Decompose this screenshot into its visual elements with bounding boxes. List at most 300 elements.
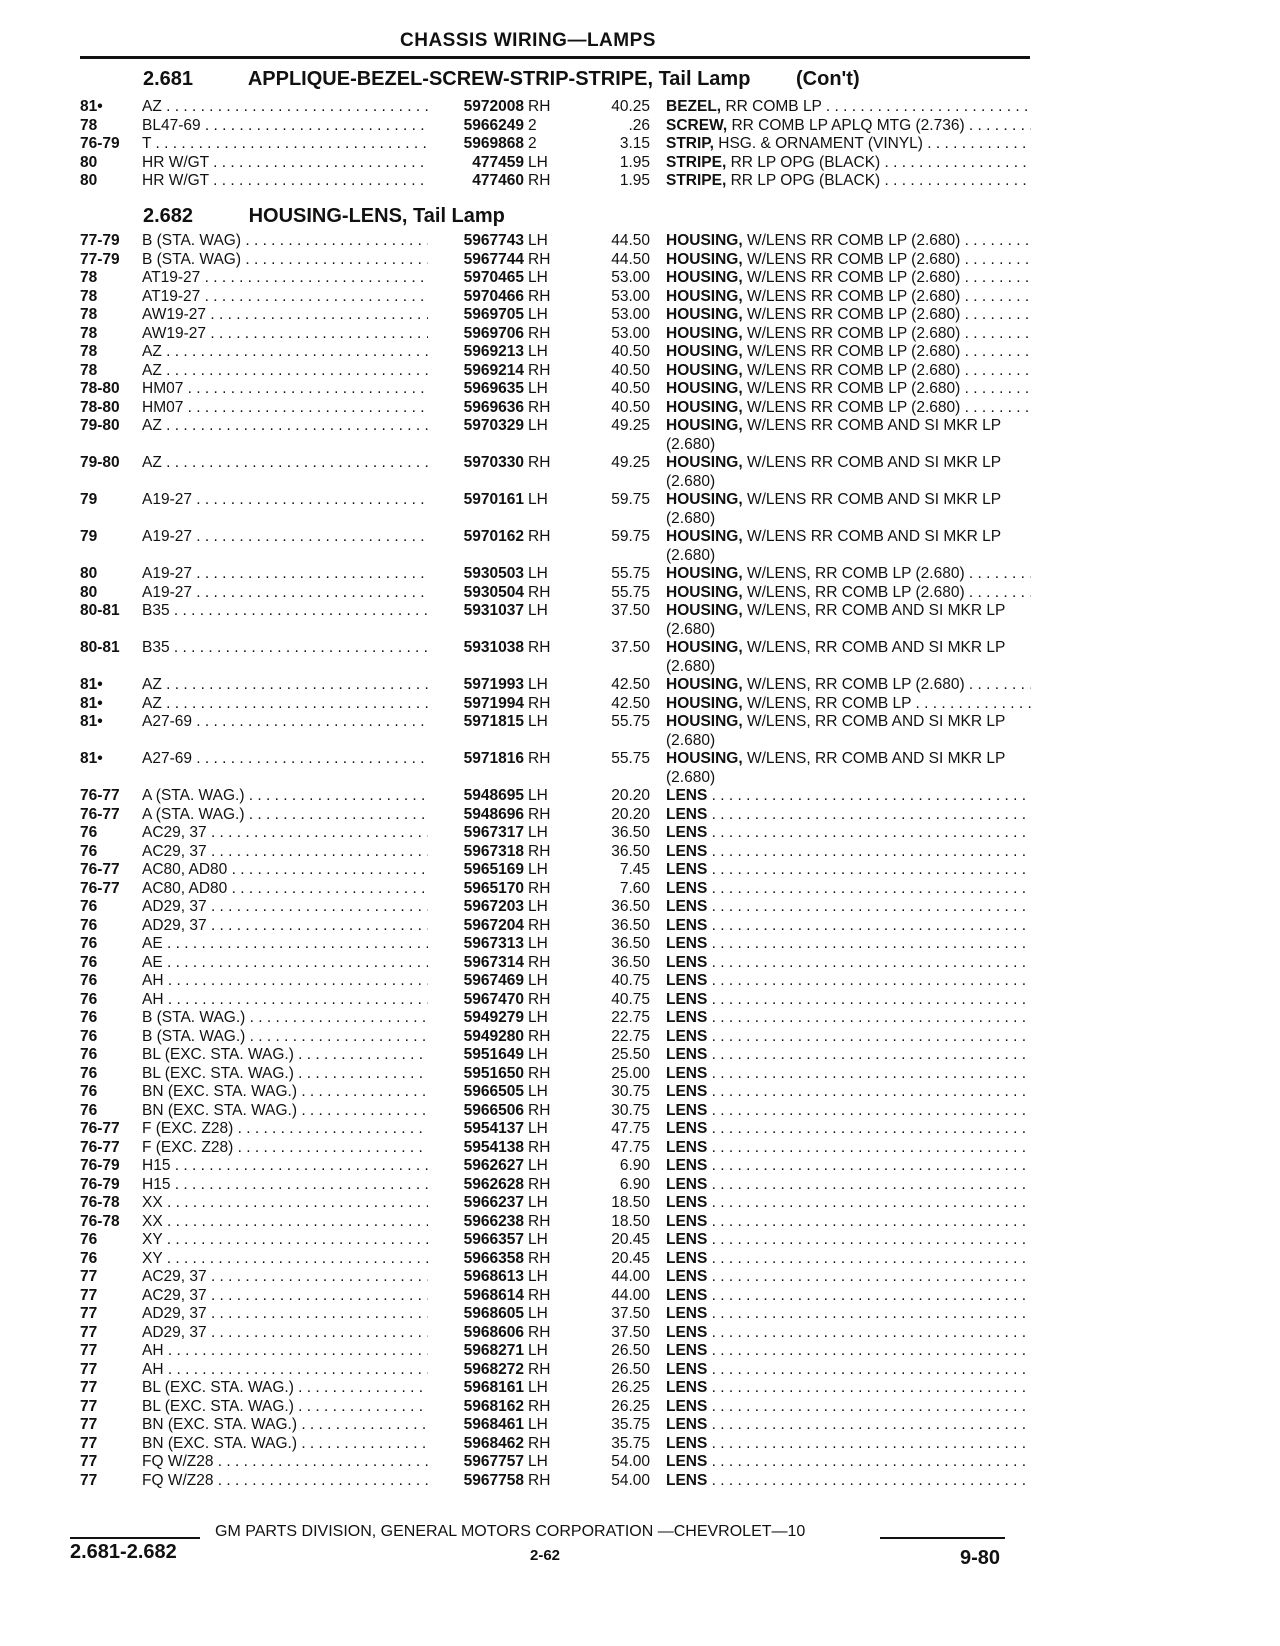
footer-section-range: 2.681-2.682	[70, 1541, 177, 1563]
parts-row	[80, 917, 1030, 936]
description-noun: LENS	[666, 972, 708, 989]
part-number-cell: 5967469	[428, 972, 524, 991]
model-cell: H15 . . .	[142, 1157, 457, 1176]
model-cell: AC29, 37 . . .	[142, 1287, 457, 1306]
model-cell: XX . . .	[142, 1194, 457, 1213]
model-cell: AW19-27 . . .	[142, 325, 457, 344]
side-cell: RH	[528, 1249, 551, 1267]
part-number-cell: 5966506	[428, 1102, 524, 1121]
parts-row	[80, 806, 1030, 825]
part-number-cell: 5968272	[428, 1361, 524, 1380]
description-noun: HOUSING,	[666, 565, 743, 582]
model-cell: AC29, 37 . . .	[142, 824, 457, 843]
side-cell: LH	[528, 1194, 548, 1211]
side-cell: LH	[528, 1083, 548, 1100]
price-cell: 35.75	[611, 1434, 650, 1452]
model-cell: AH . . .	[142, 991, 457, 1010]
price-cell: 40.75	[611, 990, 650, 1008]
price-cell: 36.50	[611, 842, 650, 860]
year-cell: 77	[80, 1323, 98, 1341]
description-noun: LENS	[666, 1249, 708, 1267]
model-cell: AC29, 37 . . .	[142, 1268, 457, 1287]
year-cell: 77	[80, 1434, 98, 1452]
year-cell: 76	[80, 972, 98, 989]
year-cell: 80	[80, 153, 98, 171]
section-subtitle: Tail Lamp	[658, 68, 751, 90]
part-number-cell: 5949279	[428, 1009, 524, 1028]
part-number-cell: 5962628	[428, 1176, 524, 1195]
model-cell: AH . . .	[142, 1361, 457, 1380]
description-noun: STRIPE,	[666, 153, 727, 171]
parts-row	[80, 972, 1030, 991]
description-cell	[666, 898, 1031, 917]
side-cell: LH	[528, 1305, 548, 1322]
side-cell: LH	[528, 232, 548, 249]
price-cell: 55.75	[611, 750, 650, 767]
description-noun: LENS	[666, 898, 708, 915]
year-cell: 78-80	[80, 380, 120, 397]
year-cell: 76	[80, 1231, 98, 1248]
price-cell: 25.50	[611, 1046, 650, 1063]
description-noun: LENS	[666, 935, 708, 952]
side-cell: RH	[528, 1138, 551, 1156]
model-cell: AT19-27 . . .	[142, 269, 457, 288]
parts-row	[80, 1398, 1030, 1417]
description-cell	[666, 380, 1031, 399]
price-cell: 18.50	[611, 1212, 650, 1230]
side-cell: RH	[528, 916, 551, 934]
price-cell: 20.45	[611, 1231, 650, 1248]
model-cell: FQ W/Z28 . . .	[142, 1472, 457, 1491]
description-noun: LENS	[666, 1231, 708, 1248]
side-cell: LH	[528, 1157, 548, 1174]
part-number-cell: 5970330	[428, 454, 524, 473]
parts-row	[80, 1231, 1030, 1250]
part-number-cell: 5966357	[428, 1231, 524, 1250]
section-number: 2.682	[143, 205, 194, 227]
parts-row	[80, 1361, 1030, 1380]
year-cell: 78	[80, 116, 98, 134]
side-cell: RH	[528, 1323, 551, 1341]
parts-row	[80, 991, 1030, 1010]
year-cell: 76	[80, 1027, 98, 1045]
section-title: APPLIQUE-BEZEL-SCREW-STRIP-STRIPE,	[247, 68, 653, 90]
description-noun: HOUSING,	[666, 639, 743, 656]
part-number-cell: 5951649	[428, 1046, 524, 1065]
year-cell: 76	[80, 935, 98, 952]
part-number-cell: 5968606	[428, 1324, 524, 1343]
price-cell: 1.95	[619, 172, 650, 189]
part-number-cell: 5969636	[428, 399, 524, 418]
part-number-cell: 5971816	[428, 750, 524, 769]
part-number-cell: 5966237	[428, 1194, 524, 1213]
section-heading-2681	[143, 68, 860, 91]
part-number-cell: 5967758	[428, 1472, 524, 1491]
model-cell: AZ . . .	[142, 362, 457, 381]
model-cell: XY . . .	[142, 1250, 457, 1269]
side-cell: LH	[528, 1231, 548, 1248]
year-cell: 76	[80, 953, 98, 971]
part-number-cell: 5930504	[428, 584, 524, 603]
year-cell: 76-79	[80, 135, 120, 152]
price-cell: 59.75	[611, 528, 650, 545]
footer-rule-right	[880, 1537, 1005, 1539]
side-cell: LH	[528, 1416, 548, 1433]
model-cell: AD29, 37 . . .	[142, 1305, 457, 1324]
part-number-cell: 5970162	[428, 528, 524, 547]
year-cell: 81•	[80, 713, 103, 730]
side-cell: LH	[528, 787, 548, 804]
description-cell	[666, 117, 1031, 136]
continued-label: (Con't)	[796, 68, 860, 90]
model-cell: AD29, 37 . . .	[142, 1324, 457, 1343]
description-text: W/LENS RR COMB AND SI MKR LP (2.680)	[666, 417, 1001, 453]
description-cell	[666, 584, 1031, 603]
description-cell	[666, 172, 1031, 191]
parts-row	[80, 1342, 1030, 1361]
parts-row	[80, 695, 1030, 714]
description-noun: LENS	[666, 1434, 708, 1452]
parts-row	[80, 1194, 1030, 1213]
part-number-cell: 5970465	[428, 269, 524, 288]
model-cell: BL (EXC. STA. WAG.) . . .	[142, 1398, 457, 1417]
description-text: W/LENS, RR COMB AND SI MKR LP (2.680)	[666, 750, 1006, 786]
description-noun: LENS	[666, 1379, 708, 1396]
model-cell: AH . . .	[142, 1342, 457, 1361]
description-cell	[666, 1268, 1031, 1287]
parts-row	[80, 954, 1030, 973]
description-text: W/LENS RR COMB LP (2.680)	[746, 232, 961, 249]
part-number-cell: 5969868	[428, 135, 524, 154]
model-cell: B (STA. WAG) . . .	[142, 232, 457, 251]
description-noun: LENS	[666, 1471, 708, 1489]
side-cell: RH	[528, 1286, 551, 1304]
year-cell: 77-79	[80, 232, 120, 249]
parts-row	[80, 1435, 1030, 1454]
part-number-cell: 5967470	[428, 991, 524, 1010]
parts-row	[80, 343, 1030, 362]
model-cell: B (STA. WAG.) . . .	[142, 1028, 457, 1047]
part-number-cell: 5969635	[428, 380, 524, 399]
description-cell	[666, 787, 1031, 806]
description-noun: LENS	[666, 787, 708, 804]
description-noun: BEZEL,	[666, 98, 722, 115]
model-cell: B (STA. WAG) . . .	[142, 251, 457, 270]
price-cell: 55.75	[611, 713, 650, 730]
part-number-cell: 5968162	[428, 1398, 524, 1417]
parts-row	[80, 824, 1030, 843]
price-cell: 55.75	[611, 583, 650, 601]
description-noun: HOUSING,	[666, 380, 743, 397]
price-cell: 26.25	[611, 1379, 650, 1396]
description-cell	[666, 713, 1031, 750]
part-number-cell: 477460	[428, 172, 524, 191]
description-text: W/LENS, RR COMB LP (2.680)	[746, 583, 965, 601]
section-title: HOUSING-LENS,	[248, 205, 408, 227]
price-cell: 37.50	[611, 1305, 650, 1322]
year-cell: 78	[80, 343, 98, 360]
price-cell: 22.75	[611, 1009, 650, 1026]
description-noun: LENS	[666, 1175, 708, 1193]
price-cell: 42.50	[611, 694, 650, 712]
description-noun: LENS	[666, 1323, 708, 1341]
footer-date: 9-80	[960, 1547, 1001, 1569]
year-cell: 78	[80, 287, 98, 305]
description-cell	[666, 750, 1031, 787]
description-noun: HOUSING,	[666, 750, 743, 767]
parts-row	[80, 1287, 1030, 1306]
description-noun: HOUSING,	[666, 713, 743, 730]
part-number-cell: 5954138	[428, 1139, 524, 1158]
description-cell	[666, 991, 1031, 1010]
side-cell: LH	[528, 380, 548, 397]
year-cell: 76-77	[80, 1120, 120, 1137]
description-cell	[666, 1009, 1031, 1028]
description-cell	[666, 135, 1031, 154]
parts-row	[80, 1009, 1030, 1028]
model-cell: A27-69 . . .	[142, 750, 457, 769]
year-cell: 76	[80, 1083, 98, 1100]
part-number-cell: 5969214	[428, 362, 524, 381]
side-cell: LH	[528, 935, 548, 952]
price-cell: 47.75	[611, 1120, 650, 1137]
side-cell: RH	[528, 1434, 551, 1452]
price-cell: 44.50	[611, 250, 650, 268]
parts-row	[80, 1046, 1030, 1065]
part-number-cell: 5968614	[428, 1287, 524, 1306]
side-cell: RH	[528, 1175, 551, 1193]
side-cell: RH	[528, 842, 551, 860]
parts-row	[80, 935, 1030, 954]
side-cell: RH	[528, 454, 551, 471]
description-text: W/LENS RR COMB LP (2.680)	[746, 287, 961, 305]
part-number-cell: 5971994	[428, 695, 524, 714]
description-cell	[666, 269, 1031, 288]
parts-row	[80, 1065, 1030, 1084]
side-cell: LH	[528, 1009, 548, 1026]
part-number-cell: 5965170	[428, 880, 524, 899]
part-number-cell: 5967318	[428, 843, 524, 862]
side-cell: LH	[528, 1379, 548, 1396]
parts-row	[80, 1305, 1030, 1324]
side-cell: RH	[528, 1397, 551, 1415]
model-cell: B35 . . .	[142, 602, 457, 621]
description-text: W/LENS RR COMB AND SI MKR LP (2.680)	[666, 528, 1001, 564]
price-cell: 44.00	[611, 1268, 650, 1285]
description-noun: HOUSING,	[666, 676, 743, 693]
description-text: W/LENS, RR COMB AND SI MKR LP (2.680)	[666, 602, 1006, 638]
description-cell	[666, 362, 1031, 381]
price-cell: 3.15	[619, 135, 650, 152]
part-number-cell: 5965169	[428, 861, 524, 880]
model-cell: BL (EXC. STA. WAG.) . . .	[142, 1065, 457, 1084]
year-cell: 76-77	[80, 861, 120, 878]
price-cell: 55.75	[611, 565, 650, 582]
side-cell: RH	[528, 694, 551, 712]
description-noun: LENS	[666, 1138, 708, 1156]
model-cell: AE . . .	[142, 935, 457, 954]
parts-row	[80, 861, 1030, 880]
price-cell: 59.75	[611, 491, 650, 508]
part-number-cell: 5966238	[428, 1213, 524, 1232]
description-noun: LENS	[666, 916, 708, 934]
description-noun: HOUSING,	[666, 361, 743, 379]
description-cell	[666, 399, 1031, 418]
side-cell: RH	[528, 1101, 551, 1119]
model-cell: A19-27 . . .	[142, 528, 457, 547]
description-noun: HOUSING,	[666, 454, 743, 471]
page-title: CHASSIS WIRING—LAMPS	[400, 30, 656, 51]
parts-row	[80, 1250, 1030, 1269]
parts-row	[80, 380, 1030, 399]
price-cell: 7.45	[619, 861, 650, 878]
price-cell: 36.50	[611, 953, 650, 971]
description-noun: LENS	[666, 1397, 708, 1415]
description-noun: HOUSING,	[666, 287, 743, 305]
model-cell: B35 . . .	[142, 639, 457, 658]
description-noun: LENS	[666, 1212, 708, 1230]
year-cell: 76-79	[80, 1157, 120, 1174]
price-cell: .26	[628, 116, 650, 134]
footer-rule-left	[70, 1537, 200, 1539]
parts-row	[80, 251, 1030, 270]
description-noun: HOUSING,	[666, 269, 743, 286]
side-cell: LH	[528, 343, 548, 360]
parts-row	[80, 417, 1030, 454]
description-cell	[666, 565, 1031, 584]
year-cell: 76	[80, 824, 98, 841]
model-cell: AZ . . .	[142, 417, 457, 436]
description-noun: LENS	[666, 1083, 708, 1100]
model-cell: H15 . . .	[142, 1176, 457, 1195]
price-cell: 35.75	[611, 1416, 650, 1433]
side-cell: 2	[528, 135, 537, 152]
side-cell: RH	[528, 172, 551, 189]
description-noun: HOUSING,	[666, 528, 743, 545]
side-cell: LH	[528, 153, 548, 171]
price-cell: 53.00	[611, 269, 650, 286]
model-cell: A (STA. WAG.) . . .	[142, 806, 457, 825]
price-cell: 37.50	[611, 1323, 650, 1341]
description-noun: HOUSING,	[666, 602, 743, 619]
side-cell: RH	[528, 250, 551, 268]
side-cell: LH	[528, 1342, 548, 1359]
part-number-cell: 5962627	[428, 1157, 524, 1176]
price-cell: 53.00	[611, 306, 650, 323]
parts-row	[80, 1083, 1030, 1102]
parts-row	[80, 1176, 1030, 1195]
description-noun: LENS	[666, 1268, 708, 1285]
description-cell	[666, 843, 1031, 862]
description-cell	[666, 972, 1031, 991]
parts-list-2682	[80, 232, 1030, 1490]
description-noun: HOUSING,	[666, 398, 743, 416]
year-cell: 81•	[80, 676, 103, 693]
parts-row	[80, 843, 1030, 862]
description-cell	[666, 1324, 1031, 1343]
description-text: W/LENS, RR COMB AND SI MKR LP (2.680)	[666, 713, 1006, 749]
price-cell: 44.50	[611, 232, 650, 249]
description-noun: LENS	[666, 1101, 708, 1119]
description-noun: LENS	[666, 842, 708, 860]
year-cell: 76-78	[80, 1212, 120, 1230]
model-cell: T . . .	[142, 135, 457, 154]
side-cell: LH	[528, 898, 548, 915]
part-number-cell: 5967314	[428, 954, 524, 973]
year-cell: 78-80	[80, 398, 120, 416]
part-number-cell: 5968613	[428, 1268, 524, 1287]
year-cell: 76-77	[80, 879, 120, 897]
parts-row	[80, 1472, 1030, 1491]
year-cell: 79-80	[80, 454, 120, 471]
parts-row	[80, 898, 1030, 917]
description-noun: LENS	[666, 1120, 708, 1137]
price-cell: 1.95	[619, 153, 650, 171]
parts-row	[80, 1268, 1030, 1287]
year-cell: 76	[80, 1101, 98, 1119]
year-cell: 76	[80, 1064, 98, 1082]
part-number-cell: 5948695	[428, 787, 524, 806]
description-noun: LENS	[666, 1286, 708, 1304]
section-number: 2.681	[143, 68, 194, 90]
model-cell: AZ . . .	[142, 695, 457, 714]
year-cell: 80-81	[80, 639, 120, 656]
description-cell	[666, 1194, 1031, 1213]
description-cell	[666, 1083, 1031, 1102]
model-cell: AZ . . .	[142, 343, 457, 362]
part-number-cell: 5931038	[428, 639, 524, 658]
description-noun: HOUSING,	[666, 417, 743, 434]
description-noun: LENS	[666, 1194, 708, 1211]
description-cell	[666, 676, 1031, 695]
part-number-cell: 5948696	[428, 806, 524, 825]
price-cell: 36.50	[611, 916, 650, 934]
description-cell	[666, 824, 1031, 843]
description-cell	[666, 639, 1031, 676]
model-cell: AZ . . .	[142, 676, 457, 695]
side-cell: LH	[528, 417, 548, 434]
description-cell	[666, 232, 1031, 251]
description-noun: LENS	[666, 1157, 708, 1174]
model-cell: HR W/GT . . .	[142, 172, 457, 191]
side-cell: LH	[528, 1268, 548, 1285]
description-text: W/LENS RR COMB AND SI MKR LP (2.680)	[666, 454, 1001, 490]
side-cell: LH	[528, 565, 548, 582]
description-cell	[666, 695, 1031, 714]
year-cell: 77	[80, 1416, 98, 1433]
part-number-cell: 5969705	[428, 306, 524, 325]
side-cell: RH	[528, 287, 551, 305]
price-cell: 7.60	[619, 879, 650, 897]
parts-row	[80, 269, 1030, 288]
model-cell: AE . . .	[142, 954, 457, 973]
part-number-cell: 5968271	[428, 1342, 524, 1361]
model-cell: HM07 . . .	[142, 380, 457, 399]
side-cell: RH	[528, 528, 551, 545]
price-cell: 40.50	[611, 361, 650, 379]
model-cell: BN (EXC. STA. WAG.) . . .	[142, 1435, 457, 1454]
description-cell	[666, 602, 1031, 639]
parts-row	[80, 1379, 1030, 1398]
year-cell: 80	[80, 172, 98, 189]
model-cell: BL47-69 . . .	[142, 117, 457, 136]
description-cell	[666, 251, 1031, 270]
price-cell: 20.45	[611, 1249, 650, 1267]
description-cell	[666, 306, 1031, 325]
description-cell	[666, 154, 1031, 173]
description-cell	[666, 861, 1031, 880]
year-cell: 81•	[80, 750, 103, 767]
